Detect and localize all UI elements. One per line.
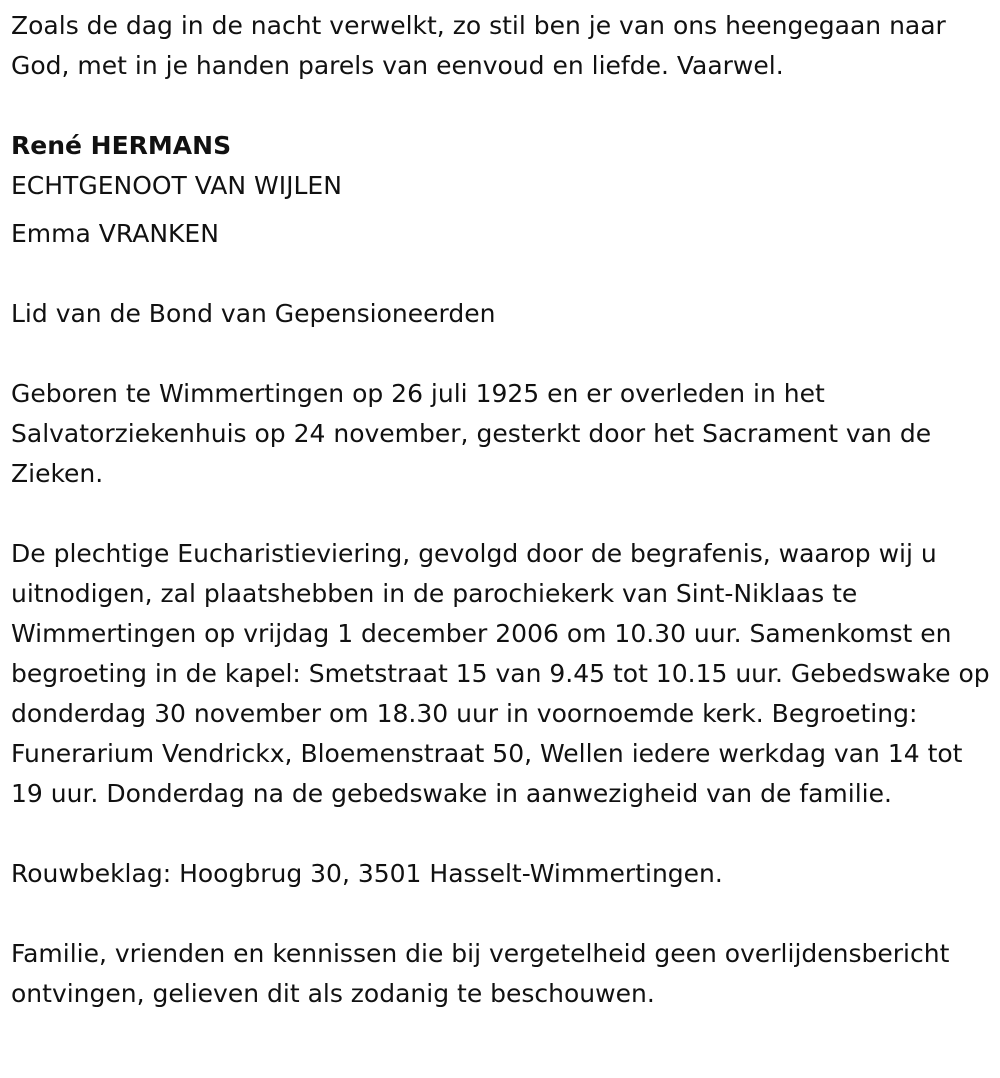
birth-death-text: Geboren te Wimmertingen op 26 juli 1925 en er overleden in het Salvatorziekenhuis op 24 november, gesterkt door het Sacrament van de Zieken. [11,379,932,488]
deceased-name: René HERMANS [11,131,232,160]
spouse-name: Emma VRANKEN [11,219,219,248]
closing-text: Familie, vrienden en kennissen die bij vergetelheid geen overlijdensbericht ontvingen, gelieven dit als zodanig te beschouwen. [11,939,950,1008]
poem-text: Zoals de dag in de nacht verwelkt, zo stil ben je van ons heengegaan naar God, met in je handen parels van eenvoud en liefde. Vaarwel. [11,11,946,80]
spouse-title: ECHTGENOOT VAN WIJLEN [11,171,342,200]
ceremony-text: De plechtige Eucharistieviering, gevolgd door de begrafenis, waarop wij u uitnodigen, zal plaatshebben in de parochiekerk van Sint-Niklaas te Wimmertingen op vrijdag 1 december 2006 om 10.30 uur. Samenkomst en begroeting in de kapel: Smetstraat 15 van 9.45 tot 10.15 uur. Gebedswake op donderdag 30 november om 18.30 uur in voornoemde kerk. Begroeting: Funerarium Vendrickx, Bloemenstraat 50, Wellen iedere werkdag van 14 tot 19 uur. Donderdag na de gebedswake in aanwezigheid van de familie. [11,539,990,808]
condolences-text: Rouwbeklag: Hoogbrug 30, 3501 Hasselt-Wimmertingen. [11,859,723,888]
membership-text: Lid van de Bond van Gepensioneerden [11,299,496,328]
obituary-notice [11,6,996,1014]
